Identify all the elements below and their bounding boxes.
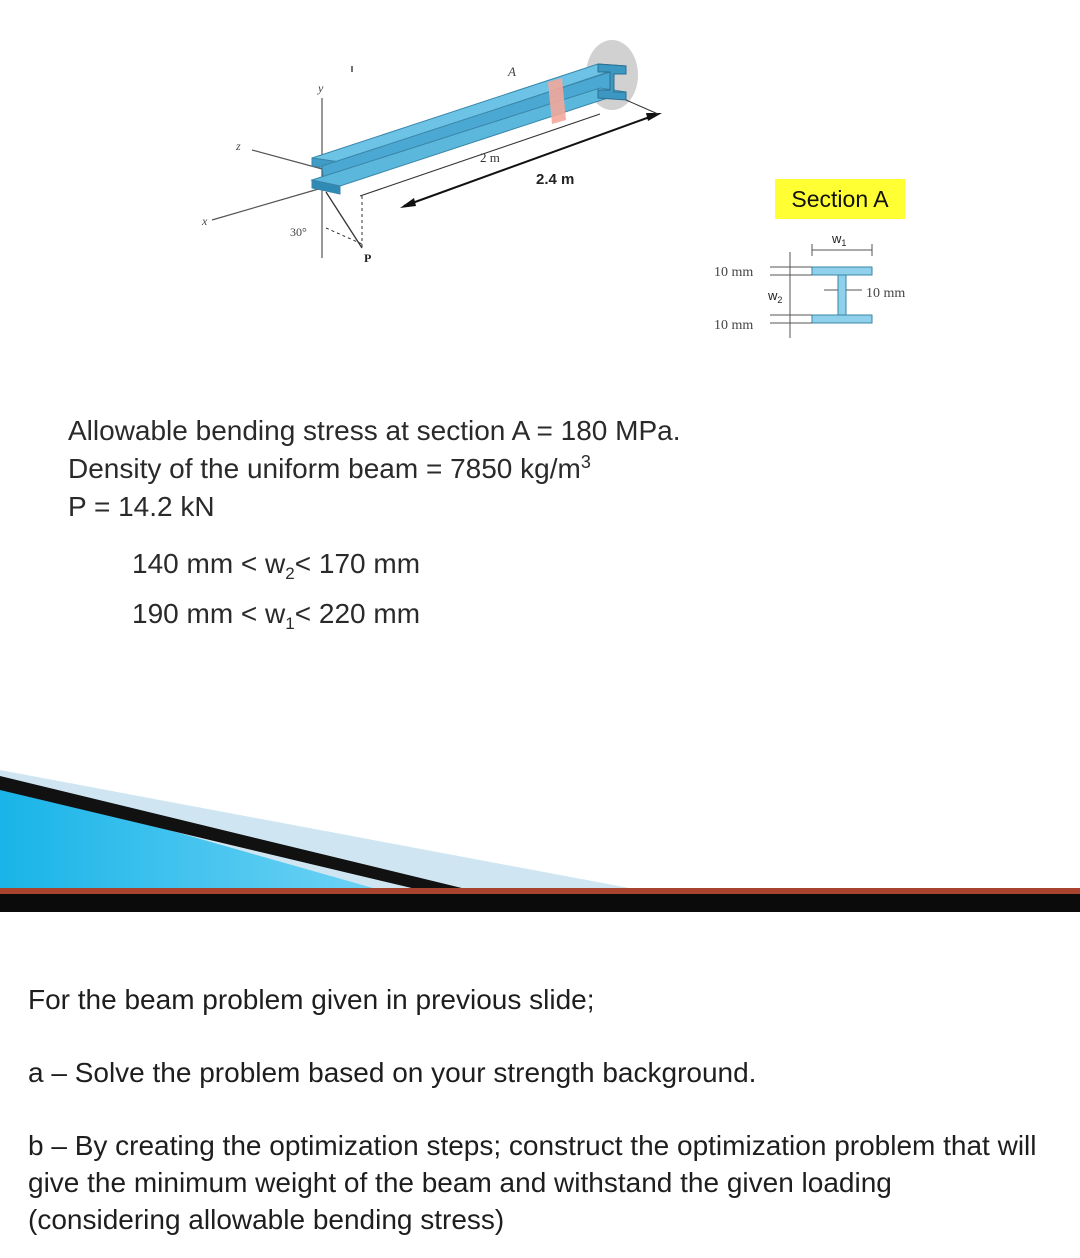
load-text: P = 14.2 kN xyxy=(68,491,215,522)
dim-2m-label: 2 m xyxy=(480,150,500,165)
given-data xyxy=(68,412,681,526)
dim-2-4m-label: 2.4 m xyxy=(536,171,575,188)
w2-label: $w_2$ xyxy=(768,288,783,305)
dim-arrow-right xyxy=(646,113,662,121)
divider-black-rule xyxy=(0,894,1080,912)
w1-constraint: 190 mm < $w_1< 220$ mm xyxy=(132,598,421,633)
web-thickness-label: 10 mm xyxy=(866,286,906,301)
load-line xyxy=(326,192,362,248)
section-web xyxy=(838,275,846,315)
load-label: P xyxy=(364,251,372,265)
slide-divider xyxy=(0,760,1080,920)
dim-arrow-left xyxy=(400,198,416,208)
beam-figure xyxy=(0,0,1080,360)
point-a-label: A xyxy=(508,64,516,79)
divider-red-rule xyxy=(0,888,1080,894)
density-text: Density of the uniform beam = 7850 $kg/m^3$ xyxy=(68,452,591,484)
section-a-title: Section A xyxy=(775,179,905,219)
question-part-b: b – By creating the optimization steps; construct the optimization problem that will give the minimum weight of the beam and withstand the given loading (considering allowable bending stress) xyxy=(28,1130,1037,1235)
allowable-stress-text: Allowable bending stress at section A = 180 MPa. xyxy=(68,415,681,446)
question-part-a: a – Solve the problem based on your strength background. xyxy=(28,1057,757,1088)
section-top-flange xyxy=(812,267,872,275)
bottom-flange-thickness-label: 10 mm xyxy=(714,318,754,333)
section-bottom-flange xyxy=(812,315,872,323)
w1-label: $w_1$ xyxy=(832,231,847,248)
w2-constraint: 140 mm < $w_2< 170$ mm xyxy=(132,548,421,583)
beam-top-flange xyxy=(312,64,626,162)
top-flange-thickness-label: 10 mm xyxy=(714,265,754,280)
question-intro: For the beam problem given in previous slide; xyxy=(28,984,595,1015)
x-axis xyxy=(212,188,322,220)
axis-x-label: x xyxy=(202,214,208,228)
axis-y-label: y xyxy=(318,81,324,95)
axis-z-label: z xyxy=(236,139,241,153)
beam-bottom-flange xyxy=(312,88,626,186)
angle-dash xyxy=(326,228,362,244)
angle-label: 30° xyxy=(290,225,307,239)
dim-ext-line xyxy=(626,100,658,114)
